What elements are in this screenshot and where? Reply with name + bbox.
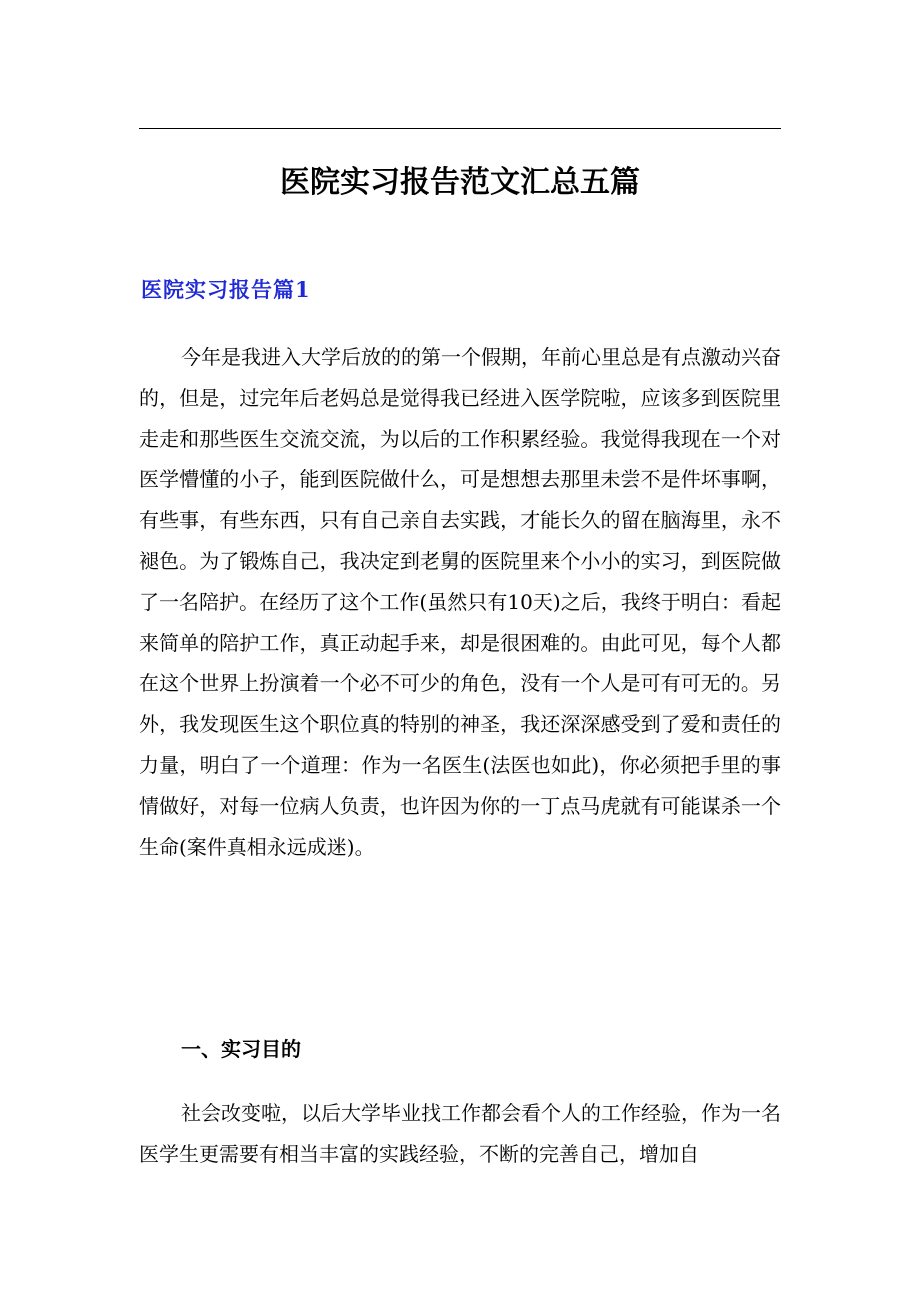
section-heading: 医院实习报告篇1 (141, 277, 311, 302)
body-paragraph-2: 社会改变啦，以后大学毕业找工作都会看个人的工作经验，作为一名医学生更需要有相当丰富的实践经验，不断的完善自己，增加自 (139, 1101, 781, 1166)
document-title: 医院实习报告范文汇总五篇 (280, 165, 640, 200)
body-paragraph-1: 今年是我进入大学后放的的第一个假期，年前心里总是有点激动兴奋的，但是，过完年后老妈总是觉得我已经进入医学院啦，应该多到医院里走走和那些医生交流交流，为以后的工作积累经验。我觉得我现在一个对医学懵懂的小子，能到医院做什么，可是想想去那里未尝不是件坏事啊，有些事，有些东西，只有自己亲自去实践，才能长久的留在脑海里，永不褪色。为了锻炼自己，我决定到老舅的医院里来个小小的实习，到医院做了一名陪护。在经历了这个工作(虽然只有10天)之后，我终于明白：看起来简单的陪护工作，真正动起手来，却是很困难的。由此可见，每个人都在这个世界上扮演着一个必不可少的角色，没有一个人是可有可无的。另外，我发现医生这个职位真的特别的神圣，我还深深感受到了爱和责任的力量，明白了一个道理：作为一名医生(法医也如此)，你必须把手里的事情做好，对每一位病人负责，也许因为你的一丁点马虎就有可能谋杀一个生命(案件真相永远成迷)。 (139, 345, 781, 859)
header-rule (139, 128, 781, 129)
sub-heading-purpose: 一、实习目的 (181, 1037, 301, 1061)
